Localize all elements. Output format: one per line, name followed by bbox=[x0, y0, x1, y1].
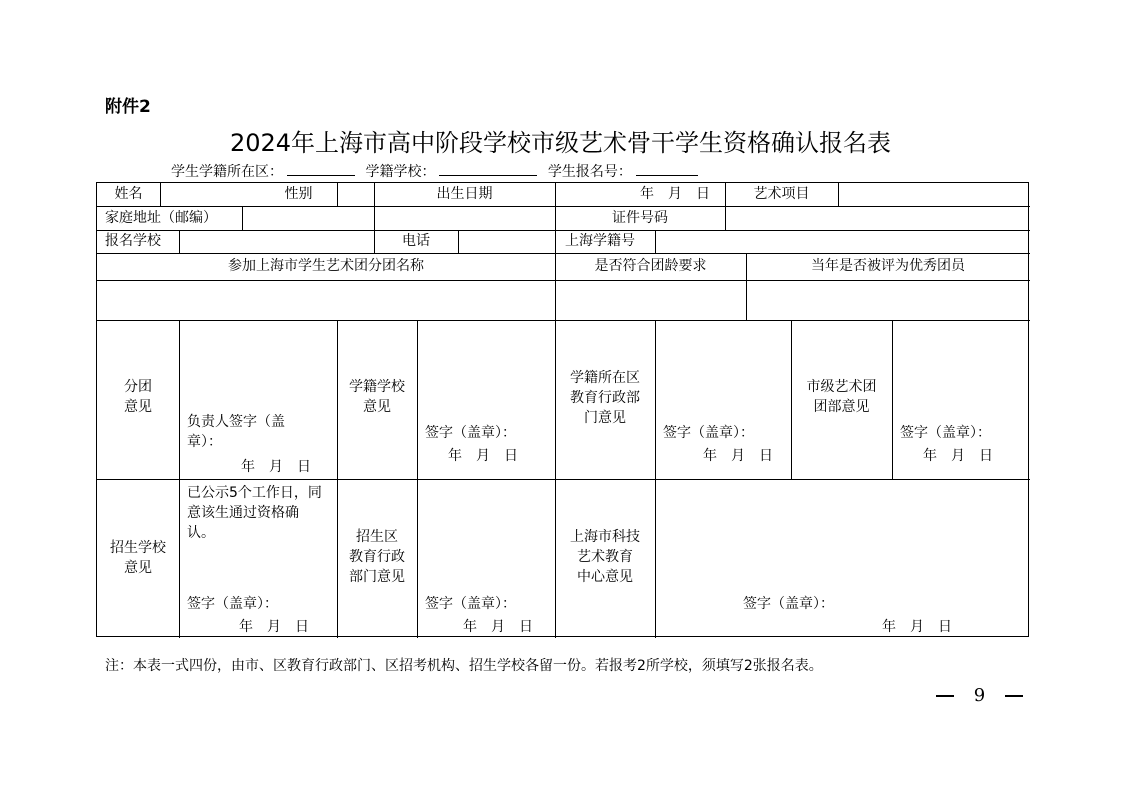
registration-table bbox=[96, 182, 1029, 637]
label-birth-date: 出生日期 bbox=[436, 186, 493, 202]
label-troupe-name: 参加上海市学生艺术团分团名称 bbox=[228, 258, 424, 274]
footnote: 注：本表一式四份，由市、区教育行政部门、区招考机构、招生学校各留一份。若报考2所学校，须填写2张报名表。 bbox=[105, 658, 823, 674]
dash-left bbox=[936, 695, 954, 697]
center-date: 年 月 日 bbox=[882, 619, 952, 635]
district-blank[interactable] bbox=[287, 161, 355, 176]
regno-blank[interactable] bbox=[636, 161, 698, 176]
city-troupe-sign: 签字（盖章）： bbox=[900, 425, 991, 441]
school-date: 年 月 日 bbox=[448, 448, 518, 464]
label-excellent-member: 当年是否被评为优秀团员 bbox=[811, 258, 965, 274]
recruit-district-date: 年 月 日 bbox=[463, 619, 533, 635]
district-label: 学生学籍所在区： bbox=[171, 164, 283, 180]
recruit-district-sign: 签字（盖章）： bbox=[425, 596, 516, 612]
birth-date-ymd: 年 月 日 bbox=[640, 186, 710, 202]
form-meta-row bbox=[171, 161, 704, 181]
center-opinion-label: 上海市科技 艺术教育 中心意见 bbox=[570, 529, 640, 585]
label-phone: 电话 bbox=[402, 233, 430, 249]
label-age-requirement: 是否符合团龄要求 bbox=[594, 258, 707, 274]
branch-leader-sign: 负责人签字（盖章）： bbox=[187, 414, 285, 450]
public-notice-text: 已公示5个工作日，同意该生通过资格确认。 bbox=[187, 485, 322, 541]
branch-opinion-label: 分团 意见 bbox=[124, 379, 152, 415]
recruit-school-date: 年 月 日 bbox=[239, 619, 309, 635]
school-blank[interactable] bbox=[439, 161, 537, 176]
input-name[interactable] bbox=[161, 183, 273, 206]
center-sign: 签字（盖章）： bbox=[743, 596, 834, 612]
label-home-address: 家庭地址（邮编） bbox=[105, 210, 217, 226]
label-gender: 性别 bbox=[284, 186, 313, 202]
school-label: 学籍学校： bbox=[365, 164, 436, 180]
label-name: 姓名 bbox=[114, 186, 143, 202]
page-number: 9 bbox=[936, 685, 1023, 706]
district-date: 年 月 日 bbox=[703, 448, 773, 464]
recruit-district-opinion-label: 招生区 教育行政 部门意见 bbox=[349, 529, 405, 585]
school-opinion-label: 学籍学校 意见 bbox=[349, 379, 405, 415]
label-id-number: 证件号码 bbox=[612, 210, 668, 226]
dash-right bbox=[1005, 695, 1023, 697]
district-sign: 签字（盖章）： bbox=[663, 425, 754, 441]
city-troupe-date: 年 月 日 bbox=[923, 448, 993, 464]
district-opinion-label: 学籍所在区 教育行政部 门意见 bbox=[570, 370, 640, 426]
regno-label: 学生报名号： bbox=[547, 164, 632, 180]
label-applying-school: 报名学校 bbox=[105, 233, 161, 249]
school-sign: 签字（盖章）： bbox=[425, 425, 516, 441]
form-title: 2024年上海市高中阶段学校市级艺术骨干学生资格确认报名表 bbox=[229, 129, 892, 157]
attachment-label: 附件2 bbox=[105, 97, 151, 117]
branch-date: 年 月 日 bbox=[241, 459, 311, 475]
recruit-school-sign: 签字（盖章）： bbox=[187, 596, 278, 612]
city-troupe-opinion-label: 市级艺术团 团部意见 bbox=[806, 379, 877, 415]
recruit-school-opinion-label: 招生学校 意见 bbox=[110, 540, 166, 576]
label-art-item: 艺术项目 bbox=[753, 186, 810, 202]
label-sh-student-number: 上海学籍号 bbox=[565, 233, 635, 249]
